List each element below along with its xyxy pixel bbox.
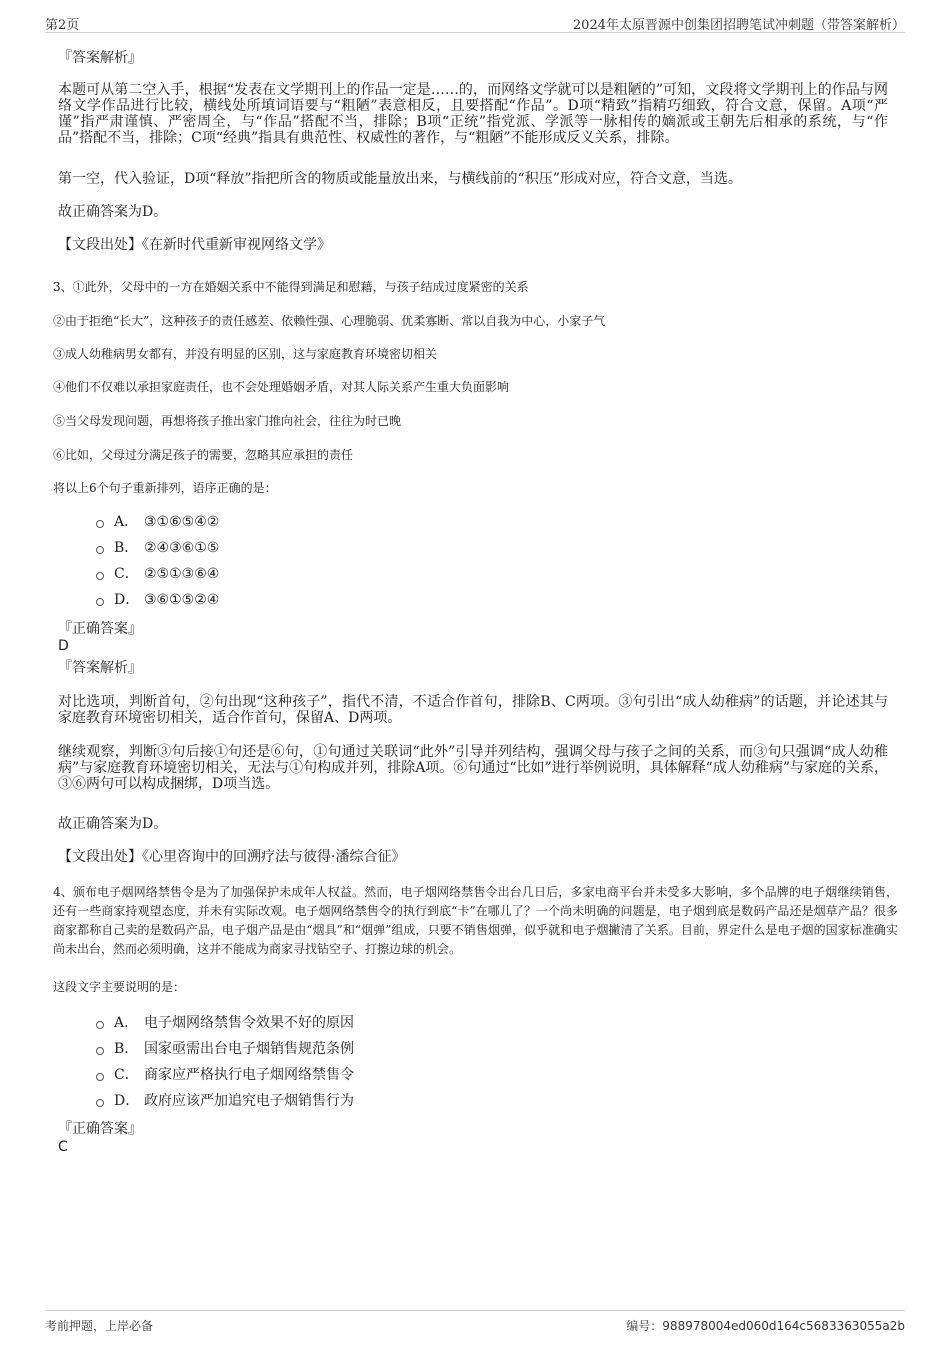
- q3-conclusion: 故正确答案为D。: [58, 816, 168, 832]
- q3-sentence-1: 3、①此外，父母中的一方在婚姻关系中不能得到满足和慰藉，与孩子结成过度紧密的关系: [53, 280, 529, 294]
- q4-option-c[interactable]: C． 商家应严格执行电子烟网络禁售令: [96, 1066, 354, 1084]
- page-number: 第2页: [45, 18, 80, 33]
- q3-sentence-3: ③成人幼稚病男女都有，并没有明显的区别，这与家庭教育环境密切相关: [53, 347, 438, 361]
- radio-button[interactable]: [96, 546, 104, 554]
- serial-label: 编号：: [626, 1319, 663, 1333]
- radio-button[interactable]: [96, 1047, 104, 1055]
- q4-prompt: 这段文字主要说明的是：: [53, 980, 186, 994]
- q3-analysis-paragraph-1: 对比选项，判断首句，②句出现“这种孩子”，指代不清，不适合作首句，排除B、C两项。③句引出“成人幼稚病”的话题，并论述其与家庭教育环境密切相关，适合作首句，保留A、D两项。: [58, 694, 888, 726]
- radio-button[interactable]: [96, 598, 104, 606]
- q4-stem: 4、颁布电子烟网络禁售令是为了加强保护未成年人权益。然而，电子烟网络禁售令出台几日后，多家电商平台并未受多大影响，多个品牌的电子烟继续销售，还有一些商家持观望态度，并未有实际改观。电子烟网络禁售令的执行到底“卡”在哪儿了？一个尚未明确的问题是，电子烟到底是数码产品还是烟草产品？很多商家都称自己卖的是数码产品，电子烟产品是由“烟具”和“烟弹”组成，只要不销售烟弹，似乎就和电子烟撇清了关系。目前，界定什么是电子烟的国家标准确实尚未出台，然而必须明确，这并不能成为商家寻找钻空子、打擦边球的机会。: [53, 885, 898, 956]
- footer-serial: [626, 1317, 905, 1334]
- page-header: [45, 12, 905, 33]
- q4-correct-answer-label: 『正确答案』: [58, 1121, 142, 1137]
- q4-option-d[interactable]: D． 政府应该严加追究电子烟销售行为: [96, 1092, 354, 1110]
- radio-button[interactable]: [96, 572, 104, 580]
- footer-motto: 考前押题，上岸必备: [45, 1319, 154, 1333]
- q3-option-b[interactable]: B． ②④③⑥①⑤: [96, 539, 219, 557]
- q3-sentence-5: ⑤当父母发现问题，再想将孩子推出家门推向社会，往往为时已晚: [53, 414, 402, 428]
- q3-sentence-2: ②由于拒绝“长大”，这种孩子的责任感差、依赖性强、心理脆弱、优柔寡断、常以自我为中心，小家子气: [53, 314, 606, 328]
- radio-button[interactable]: [96, 520, 104, 528]
- q2-source: 【文段出处】《在新时代重新审视网络文学》: [58, 237, 331, 253]
- q3-option-c[interactable]: C． ②⑤①③⑥④: [96, 565, 219, 583]
- q3-correct-answer-value: D: [58, 638, 69, 654]
- serial-number: 988978004ed060d164c5683363055a2b: [662, 1319, 905, 1333]
- q2-analysis-label: 『答案解析』: [58, 50, 142, 66]
- q2-analysis-paragraph-1: 本题可从第二空入手，根据“发表在文学期刊上的作品一定是……的，而网络文学就可以是粗陋的”可知，文段将文学期刊上的作品与网络文学作品进行比较，横线处所填词语要与“粗陋”表意相反，且要搭配“作品”。D项“精致”指精巧细致，符合文意，保留。A项“严谨”指严肃谨慎、严密周全，与“作品”搭配不当，排除；B项“正统”指党派、学派等一脉相传的嫡派或王朝先后相承的系统，与“作品”搭配不当，排除；C项“经典”指具有典范性、权威性的著作，与“粗陋”不能形成反义关系，排除。: [58, 82, 888, 146]
- q3-option-d[interactable]: D． ③⑥①⑤②④: [96, 591, 219, 609]
- q3-sentence-4: ④他们不仅难以承担家庭责任，也不会处理婚姻矛盾，对其人际关系产生重大负面影响: [53, 380, 510, 394]
- q3-source: 【文段出处】《心里咨询中的回溯疗法与彼得·潘综合征》: [58, 849, 406, 865]
- radio-button[interactable]: [96, 1021, 104, 1029]
- q4-correct-answer-value: C: [58, 1139, 68, 1155]
- radio-button[interactable]: [96, 1073, 104, 1081]
- q3-prompt: 将以上6个句子重新排列，语序正确的是：: [53, 481, 277, 495]
- q3-sentence-6: ⑥比如，父母过分满足孩子的需要，忽略其应承担的责任: [53, 448, 354, 462]
- document-title: 2024年太原晋源中创集团招聘笔试冲刺题（带答案解析）: [572, 18, 905, 33]
- q3-analysis-paragraph-2: 继续观察，判断③句后接①句还是⑥句，①句通过关联词“此外”引导并列结构，强调父母与孩子之间的关系，而③句只强调“成人幼稚病”与家庭教育环境密切相关，无法与①句构成并列，排除A项。⑥句通过“比如”进行举例说明，具体解释“成人幼稚病”与家庭的关系，③⑥两句可以构成捆绑，D项当选。: [58, 744, 888, 792]
- q2-conclusion: 故正确答案为D。: [58, 204, 168, 220]
- q3-analysis-label: 『答案解析』: [58, 660, 142, 676]
- q2-analysis-paragraph-2: 第一空，代入验证，D项“释放”指把所含的物质或能量放出来，与横线前的“积压”形成对应，符合文意，当选。: [58, 171, 742, 187]
- q4-option-b[interactable]: B． 国家亟需出台电子烟销售规范条例: [96, 1040, 354, 1058]
- q3-correct-answer-label: 『正确答案』: [58, 621, 142, 637]
- q4-option-a[interactable]: A． 电子烟网络禁售令效果不好的原因: [96, 1014, 354, 1032]
- radio-button[interactable]: [96, 1099, 104, 1107]
- page-footer: [45, 1310, 905, 1335]
- q3-option-a[interactable]: A． ③①⑥⑤④②: [96, 513, 219, 531]
